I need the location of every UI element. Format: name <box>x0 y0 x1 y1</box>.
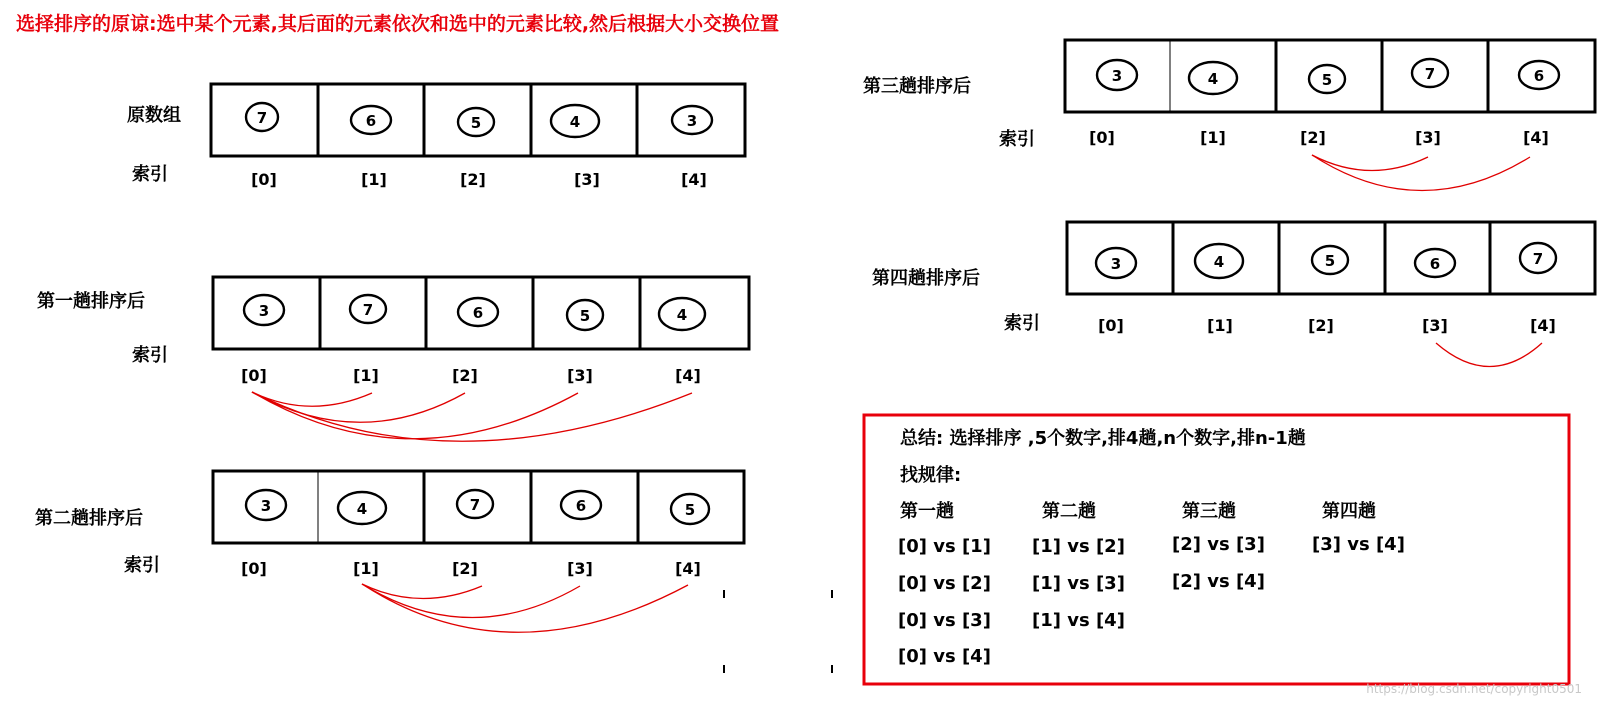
comparison-arc <box>1436 343 1542 367</box>
index-value: [2] <box>452 366 478 385</box>
index-value: [2] <box>460 170 486 189</box>
pass-heading: 第二趟 <box>1042 501 1096 522</box>
array-original <box>127 84 745 189</box>
index-label: 索引 <box>132 164 168 185</box>
array-label: 第三趟排序后 <box>863 76 971 97</box>
index-value: [3] <box>567 366 593 385</box>
index-value: [0] <box>241 366 267 385</box>
cell-value: 4 <box>569 113 581 131</box>
comparison-item: [0] vs [1] <box>898 536 991 557</box>
index-label: 索引 <box>132 345 168 366</box>
comparison-item: [0] vs [2] <box>898 573 991 594</box>
cell-value: 4 <box>356 500 368 518</box>
comparison-item: [1] vs [4] <box>1032 610 1125 631</box>
array-cell <box>457 490 493 518</box>
index-value: [4] <box>675 366 701 385</box>
comparison-arc <box>252 392 692 441</box>
index-label: 索引 <box>999 129 1035 150</box>
watermark: https://blog.csdn.net/copyright0501 <box>1366 682 1582 696</box>
cell-value: 7 <box>469 496 481 514</box>
diagram-title: 选择排序的原谅:选中某个元素,其后面的元素依次和选中的元素比较,然后根据大小交换位置 <box>16 13 780 35</box>
comparison-arc <box>362 584 482 599</box>
array-cell <box>567 300 603 330</box>
index-value: [0] <box>251 170 277 189</box>
index-value: [4] <box>1523 128 1549 147</box>
array-cell <box>1412 59 1448 87</box>
array-cell <box>351 106 391 134</box>
cell-value: 3 <box>1111 67 1123 85</box>
cell-value: 7 <box>1424 65 1436 83</box>
index-value: [2] <box>1300 128 1326 147</box>
cell-value: 3 <box>686 112 698 130</box>
cell-value: 7 <box>256 109 268 127</box>
cell-value: 5 <box>470 114 482 132</box>
cell-value: 6 <box>575 497 587 515</box>
index-value: [4] <box>681 170 707 189</box>
cell-value: 5 <box>1324 252 1336 270</box>
array-label: 第一趟排序后 <box>37 291 145 312</box>
comparison-arc <box>252 392 578 439</box>
comparison-arc <box>252 392 372 406</box>
cell-value: 6 <box>472 304 484 322</box>
cell-value: 5 <box>684 501 696 519</box>
index-value: [1] <box>361 170 387 189</box>
index-value: [3] <box>574 170 600 189</box>
summary-box <box>864 415 1569 684</box>
cell-value: 3 <box>260 497 272 515</box>
index-value: [4] <box>675 559 701 578</box>
array-cell <box>246 490 286 520</box>
index-value: [0] <box>1098 316 1124 335</box>
pass-heading: 第三趟 <box>1182 501 1236 522</box>
index-value: [4] <box>1530 316 1556 335</box>
array-pass-2 <box>35 471 744 632</box>
cell-value: 6 <box>1429 255 1441 273</box>
index-label: 索引 <box>1004 313 1040 334</box>
array-label: 第二趟排序后 <box>35 508 143 529</box>
array-cell <box>672 106 712 134</box>
index-value: [3] <box>1422 316 1448 335</box>
index-value: [2] <box>1308 316 1334 335</box>
array-label: 第四趟排序后 <box>872 268 980 289</box>
array-cell <box>551 105 599 137</box>
array-cell <box>1415 249 1455 277</box>
comparison-item: [0] vs [4] <box>898 646 991 667</box>
summary-line-1: 总结: 选择排序 ,5个数字,排4趟,n个数字,排n-1趟 <box>900 428 1306 449</box>
array-cell <box>350 295 386 323</box>
array-cell <box>1189 62 1237 94</box>
cell-value: 4 <box>676 306 688 324</box>
index-label: 索引 <box>124 555 160 576</box>
index-value: [1] <box>353 366 379 385</box>
cell-value: 5 <box>1321 71 1333 89</box>
index-value: [1] <box>1207 316 1233 335</box>
cell-value: 7 <box>362 301 374 319</box>
index-value: [1] <box>1200 128 1226 147</box>
index-value: [3] <box>1415 128 1441 147</box>
comparison-item: [1] vs [2] <box>1032 536 1125 557</box>
array-cell <box>1519 61 1559 89</box>
comparison-item: [1] vs [3] <box>1032 573 1125 594</box>
cell-value: 6 <box>365 112 377 130</box>
comparison-arc <box>362 584 580 618</box>
cell-value: 7 <box>1532 250 1544 268</box>
comparison-arc <box>1312 155 1428 171</box>
cell-value: 4 <box>1207 70 1219 88</box>
array-pass-3 <box>863 40 1595 191</box>
array-cell <box>458 298 498 326</box>
cell-value: 3 <box>1110 255 1122 273</box>
comparison-arc <box>362 584 688 632</box>
array-pass-1 <box>37 277 749 441</box>
pass-heading: 第一趟 <box>900 501 954 522</box>
array-cell <box>458 108 494 136</box>
comparison-item: [2] vs [4] <box>1172 571 1265 592</box>
array-cell <box>246 103 278 131</box>
index-value: [3] <box>567 559 593 578</box>
cell-value: 5 <box>579 307 591 325</box>
summary-line-2: 找规律: <box>900 465 962 486</box>
array-label: 原数组 <box>127 105 181 126</box>
array-cell <box>1309 65 1345 93</box>
array-cell <box>561 491 601 519</box>
comparison-item: [2] vs [3] <box>1172 534 1265 555</box>
array-cell <box>1312 246 1348 274</box>
cell-value: 3 <box>258 302 270 320</box>
pass-heading: 第四趟 <box>1322 501 1376 522</box>
array-cell <box>244 295 284 325</box>
array-cell <box>1195 244 1243 278</box>
comparison-item: [3] vs [4] <box>1312 534 1405 555</box>
index-value: [0] <box>1089 128 1115 147</box>
array-cell <box>338 492 386 524</box>
array-cell <box>671 494 709 524</box>
array-cell <box>1520 243 1556 273</box>
cell-value: 4 <box>1213 253 1225 271</box>
array-pass-4 <box>872 222 1595 367</box>
array-cell <box>1097 60 1137 90</box>
index-value: [0] <box>241 559 267 578</box>
index-value: [2] <box>452 559 478 578</box>
array-cell <box>659 298 705 330</box>
array-cell <box>1096 248 1136 278</box>
cell-value: 6 <box>1533 67 1545 85</box>
comparison-item: [0] vs [3] <box>898 610 991 631</box>
index-value: [1] <box>353 559 379 578</box>
